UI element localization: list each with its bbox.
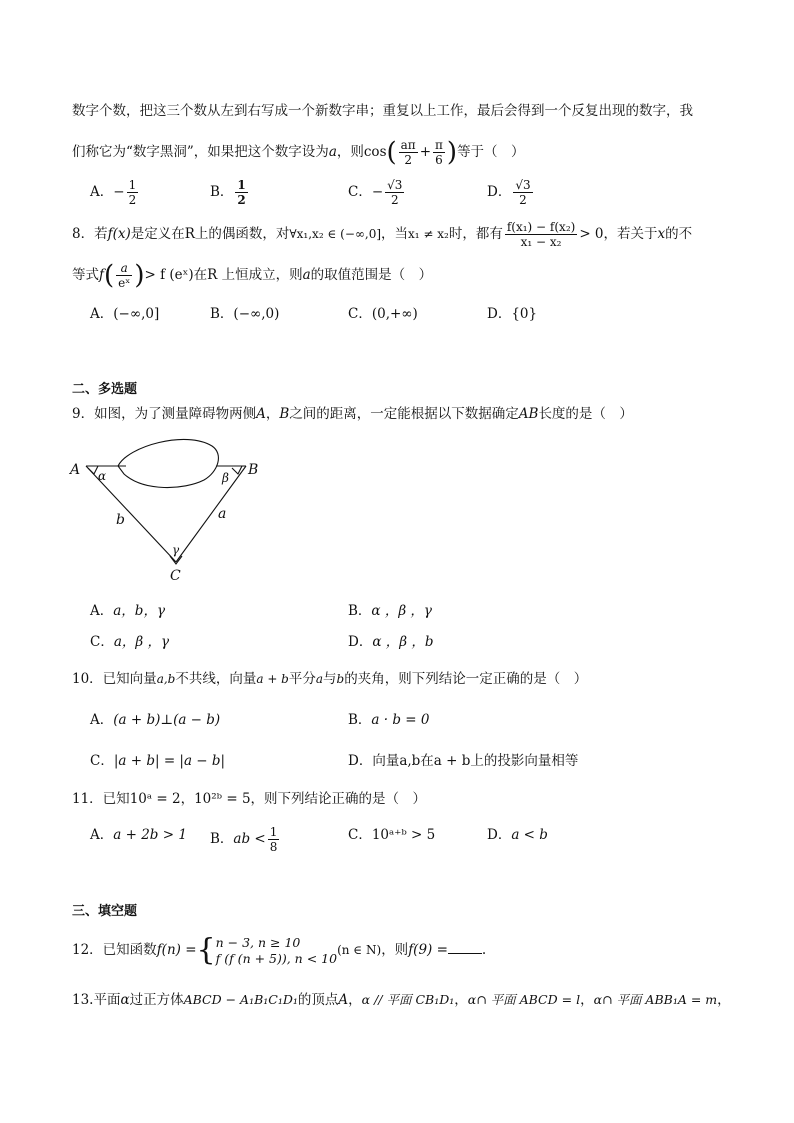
q7-option-b[interactable] (210, 178, 250, 207)
q8-line1-d: 时，都有 (448, 226, 503, 242)
q10-stem (72, 669, 587, 689)
option-text: (a + b)⊥(a − b) (113, 712, 221, 728)
q9-stem (72, 404, 633, 424)
q8-ineq-f: f (99, 267, 104, 283)
option-num: 1 (128, 178, 137, 192)
q7-line2-a: 们称它为“数字黑洞”，如果把这个数字设为 (72, 144, 329, 160)
fig-label-A: A (70, 462, 81, 478)
q13-int2: α∩ 平面 ABB₁A = m (593, 992, 718, 1007)
q12-cases (216, 935, 337, 967)
q9-option-c[interactable] (90, 632, 169, 652)
q10-option-b[interactable] (348, 710, 429, 730)
option-num: √3 (515, 178, 531, 192)
q8-neq: x₁ ≠ x₂ (408, 227, 449, 241)
option-frac (513, 178, 532, 207)
q10-vb: b (336, 672, 345, 686)
q12-end: . (481, 942, 487, 958)
q10-vec-ab: a,b (156, 672, 176, 686)
q13-text-a: 13.平面 (72, 992, 121, 1008)
option-text: a，b，γ (113, 603, 166, 619)
option-sign: − (371, 184, 384, 200)
q12-domain: (n ∈ N) (337, 943, 382, 957)
q9-A: A (256, 406, 266, 422)
q13-int1: α∩ 平面 ABCD = l (467, 992, 581, 1007)
q12-case1: n − 3, n ≥ 10 (215, 934, 301, 950)
q11-eq2: 10²ᵇ = 5 (194, 791, 251, 807)
q8-line1-c: ，当 (381, 226, 409, 242)
q12-f9: f(9) = (408, 942, 448, 958)
q7-option-d[interactable] (487, 178, 535, 207)
q8-option-b[interactable] (210, 304, 279, 324)
q9-AB: AB (518, 406, 539, 422)
option-text: α ，β ，b (372, 634, 434, 650)
q13-text-c: 的顶点 (297, 992, 339, 1008)
q12-text-a: 12．已知函数 (72, 942, 157, 958)
option-text: a + 2b > 1 (113, 827, 187, 843)
q13-text-d: ， (348, 992, 362, 1008)
q11-option-d[interactable] (487, 825, 548, 845)
section-heading-fill-in: 三、填空题 (72, 904, 138, 919)
option-label: A． (90, 712, 114, 728)
option-label: D． (348, 753, 373, 769)
q11-eq1: 10ᵃ = 2 (129, 791, 181, 807)
option-num: √3 (387, 178, 403, 192)
q8-line1 (72, 219, 692, 249)
option-label: C． (90, 753, 114, 769)
obstacle-shape (118, 439, 218, 487)
option-text: {0} (511, 306, 538, 322)
q13-text-g: ， (717, 992, 731, 1008)
q8-option-a[interactable] (90, 304, 159, 324)
q8-frac-num: f(x₁) − f(x₂) (506, 220, 576, 234)
q7-line2-b: ，则 (336, 144, 364, 160)
q12-answer-blank[interactable] (448, 939, 482, 954)
q8-line1-e: ，若关于 (603, 226, 658, 242)
option-frac (127, 178, 139, 207)
q8-x: x (657, 226, 666, 242)
q8-ineq-num: a (116, 261, 132, 276)
fig-side-b: b (116, 512, 125, 528)
q8-line2-b: 在R 上恒成立，则 (193, 267, 303, 283)
fig-gamma: γ (172, 543, 180, 557)
q10-text-b: 不共线，向量 (175, 671, 257, 687)
q8-line1-f: 的不 (665, 226, 693, 242)
q10-text-d: 与 (323, 671, 337, 687)
q11-option-a[interactable] (90, 825, 187, 845)
option-text: 向量a,b在a + b上的投影向量相等 (372, 753, 579, 769)
q7-line2-c: 等于（ ） (457, 144, 525, 160)
side-a (176, 466, 246, 562)
q7-frac1 (399, 138, 418, 167)
option-den: 2 (390, 193, 399, 207)
q7-option-a[interactable] (90, 178, 140, 207)
q8-option-c[interactable] (348, 304, 418, 324)
q8-ineq-den: eˣ (118, 276, 131, 290)
option-label: A． (90, 603, 114, 619)
q11-stem (72, 789, 426, 809)
q9-text2: 之间的距离，一定能根据以下数据确定 (289, 406, 519, 422)
q12-case2: f (f (n + 5)), n < 10 (215, 950, 338, 966)
option-text: α ，β ，γ (371, 603, 432, 619)
q8-option-d[interactable] (487, 304, 537, 324)
angle-mark-a (88, 466, 98, 474)
q13-A: A (338, 992, 349, 1008)
q8-frac-den: x₁ − x₂ (520, 235, 562, 249)
q9-option-d[interactable] (348, 632, 433, 652)
q7-option-c[interactable] (348, 178, 406, 207)
q10-option-a[interactable] (90, 710, 220, 730)
q7-paren-close: ) (446, 137, 458, 168)
option-label: B． (210, 306, 234, 322)
q12-fn: f(n) = (156, 942, 197, 958)
q9-text3: 长度的是（ ） (538, 406, 633, 422)
q7-frac1-den: 2 (404, 153, 412, 167)
q13-cube: ABCD − A₁B₁C₁D₁ (183, 992, 298, 1007)
q8-frac (505, 220, 577, 249)
q13-text-f: ， (580, 992, 594, 1008)
q10-option-c[interactable] (90, 751, 225, 771)
q11-text-b: ，则下列结论正确的是（ ） (250, 791, 427, 807)
fig-label-C: C (170, 568, 181, 584)
option-num: 1 (237, 178, 246, 192)
q7-line1 (72, 101, 693, 121)
q8-paren-close: ) (134, 260, 145, 291)
option-label: C． (348, 306, 372, 322)
q7-var-a: a (328, 144, 337, 160)
q12-stem (72, 930, 486, 971)
option-label: D． (348, 634, 373, 650)
option-text: a < b (511, 827, 548, 843)
q8-line1-b: 是定义在R上的偶函数，对 (130, 226, 290, 242)
q8-gt0: > 0 (579, 226, 604, 242)
q8-line2 (72, 260, 432, 291)
option-label: B． (210, 184, 234, 200)
q8-forall: ∀x₁,x₂ ∈ (−∞,0] (289, 227, 382, 241)
option-den: 2 (128, 193, 137, 207)
q9-option-a[interactable] (90, 601, 165, 621)
q7-frac2-den: 6 (435, 153, 443, 167)
q8-paren-open: ( (104, 260, 115, 291)
q13-stem (72, 990, 731, 1010)
option-den: 2 (237, 193, 246, 207)
option-text: a · b = 0 (371, 712, 430, 728)
q7-line2 (72, 137, 525, 168)
option-text: (−∞,0] (113, 306, 160, 322)
q7-frac1-num: aπ (400, 138, 416, 152)
option-text: a，β ，γ (113, 634, 170, 650)
option-frac (235, 178, 247, 207)
q7-cos: cos (363, 144, 387, 160)
option-label: D． (487, 306, 512, 322)
q13-alpha: α (120, 992, 130, 1008)
q12-text-b: ，则 (381, 942, 409, 958)
option-label: B． (348, 712, 372, 728)
fig-beta: β (222, 471, 229, 485)
option-label: A． (90, 827, 114, 843)
q13-par: α // 平面 CB₁D₁ (361, 992, 455, 1007)
q8-line2-a: 等式 (72, 267, 99, 283)
option-text: 10ᵃ⁺ᵇ > 5 (371, 827, 436, 843)
q13-text-e: ， (454, 992, 468, 1008)
option-label: A． (90, 306, 114, 322)
q7-frac2 (433, 138, 445, 167)
option-den: 8 (269, 840, 278, 854)
option-sign: − (113, 184, 125, 200)
option-text: (0,+∞) (371, 306, 418, 322)
q8-ineq-frac (116, 261, 132, 290)
option-frac (268, 825, 280, 854)
option-frac (385, 178, 404, 207)
fig-side-a: a (218, 506, 227, 522)
option-label: B． (210, 831, 234, 847)
option-label: A． (90, 184, 114, 200)
q9-triangle-figure (66, 432, 266, 584)
q9-comma: ， (265, 406, 280, 422)
q11-text-a: 11．已知 (72, 791, 130, 807)
q10-option-d[interactable] (348, 751, 578, 771)
q9-option-b[interactable] (348, 601, 432, 621)
q11-sep: ， (180, 791, 195, 807)
q8-line2-c: 的取值范围是（ ） (310, 267, 433, 283)
option-den: 2 (519, 193, 527, 207)
q8-line1-a: 8．若 (72, 226, 108, 242)
fig-label-B: B (248, 462, 259, 478)
option-label: D． (487, 184, 512, 200)
fig-alpha: α (98, 469, 107, 483)
option-text: (−∞,0) (233, 306, 280, 322)
q8-ineq-rhs: > f (eˣ) (144, 267, 194, 283)
q7-frac2-num: π (435, 138, 443, 152)
q7-plus: + (419, 144, 432, 160)
option-label: C． (90, 634, 114, 650)
q8-fx: f(x) (107, 226, 131, 242)
option-label: D． (487, 827, 512, 843)
q9-text: 9．如图，为了测量障碍物两侧 (72, 406, 257, 422)
q10-text-e: 的夹角，则下列结论一定正确的是（ ） (344, 671, 588, 687)
q10-text-a: 10．已知向量 (72, 671, 157, 687)
option-pre: ab < (233, 831, 266, 847)
option-label: C． (348, 827, 372, 843)
q10-text-c: 平分 (288, 671, 316, 687)
option-text: |a + b| = |a − b| (113, 753, 226, 769)
option-num: 1 (269, 825, 278, 839)
q10-va: a (315, 672, 324, 686)
option-label: C． (348, 184, 372, 200)
q11-option-c[interactable] (348, 825, 435, 845)
q8-a: a (302, 267, 311, 283)
q12-brace: { (196, 932, 216, 968)
q11-option-b[interactable] (210, 825, 281, 854)
q7-line1-text: 数字个数，把这三个数从左到右写成一个新数字串；重复以上工作，最后会得到一个反复出现的数字，我 (72, 103, 693, 119)
option-label: B． (348, 603, 372, 619)
q13-text-b: 过正方体 (129, 992, 184, 1008)
q9-B: B (279, 406, 290, 422)
section-heading-multi-choice: 二、多选题 (72, 382, 138, 397)
q7-paren-open: ( (386, 137, 397, 168)
q10-vec-sum: a + b (256, 672, 289, 686)
